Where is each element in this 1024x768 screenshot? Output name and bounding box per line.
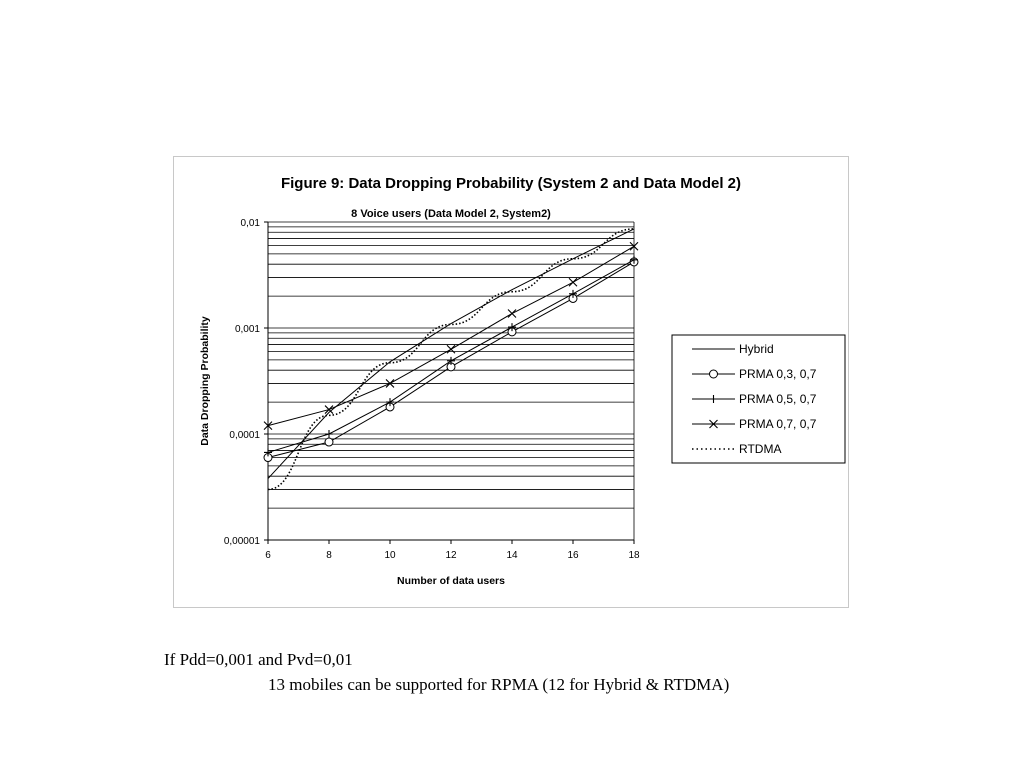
data-point-x	[447, 345, 455, 353]
x-tick-label: 14	[506, 550, 518, 561]
chart-frame	[173, 156, 849, 608]
legend	[672, 335, 845, 463]
y-axis-label: Data Dropping Probability	[199, 316, 211, 446]
legend-label: RTDMA	[739, 442, 782, 456]
legend-label: PRMA 0,7, 0,7	[739, 417, 817, 431]
x-tick-label: 16	[567, 550, 579, 561]
x-tick-label: 6	[265, 550, 271, 561]
series-line	[268, 260, 634, 453]
chart-subtitle: 8 Voice users (Data Model 2, System2)	[351, 208, 551, 220]
series-prma-0-7-0-7	[264, 242, 638, 429]
x-tick-label: 10	[384, 550, 396, 561]
caption-line-2: 13 mobiles can be supported for RPMA (12 for Hybrid & RTDMA)	[268, 675, 730, 694]
y-tick-label: 0,0001	[229, 430, 260, 441]
x-tick-label: 8	[326, 550, 332, 561]
legend-label: Hybrid	[739, 342, 774, 356]
series-hybrid	[268, 229, 634, 479]
caption-line-1: If Pdd=0,001 and Pvd=0,01	[164, 650, 353, 669]
y-tick-label: 0,001	[234, 324, 260, 335]
legend-label: PRMA 0,3, 0,7	[739, 367, 817, 381]
series-line	[268, 246, 634, 425]
legend-label: PRMA 0,5, 0,7	[739, 392, 817, 406]
series-prma-0-5-0-7	[264, 256, 638, 457]
data-point-x	[569, 278, 577, 286]
y-tick-label: 0,00001	[223, 536, 260, 547]
data-point-circle	[710, 370, 718, 378]
tick-labels	[224, 218, 640, 561]
x-tick-label: 18	[628, 550, 640, 561]
chart-svg	[174, 157, 850, 609]
x-tick-label: 12	[445, 550, 457, 561]
chart-title: Figure 9: Data Dropping Probability (System 2 and Data Model 2)	[280, 175, 742, 192]
y-tick-label: 0,01	[240, 218, 260, 229]
data-point-x	[508, 310, 516, 318]
series-line	[268, 229, 634, 479]
axes	[264, 222, 634, 544]
data-point-circle	[325, 438, 333, 446]
x-axis-label: Number of data users	[397, 575, 505, 587]
data-point-plus	[325, 430, 333, 438]
